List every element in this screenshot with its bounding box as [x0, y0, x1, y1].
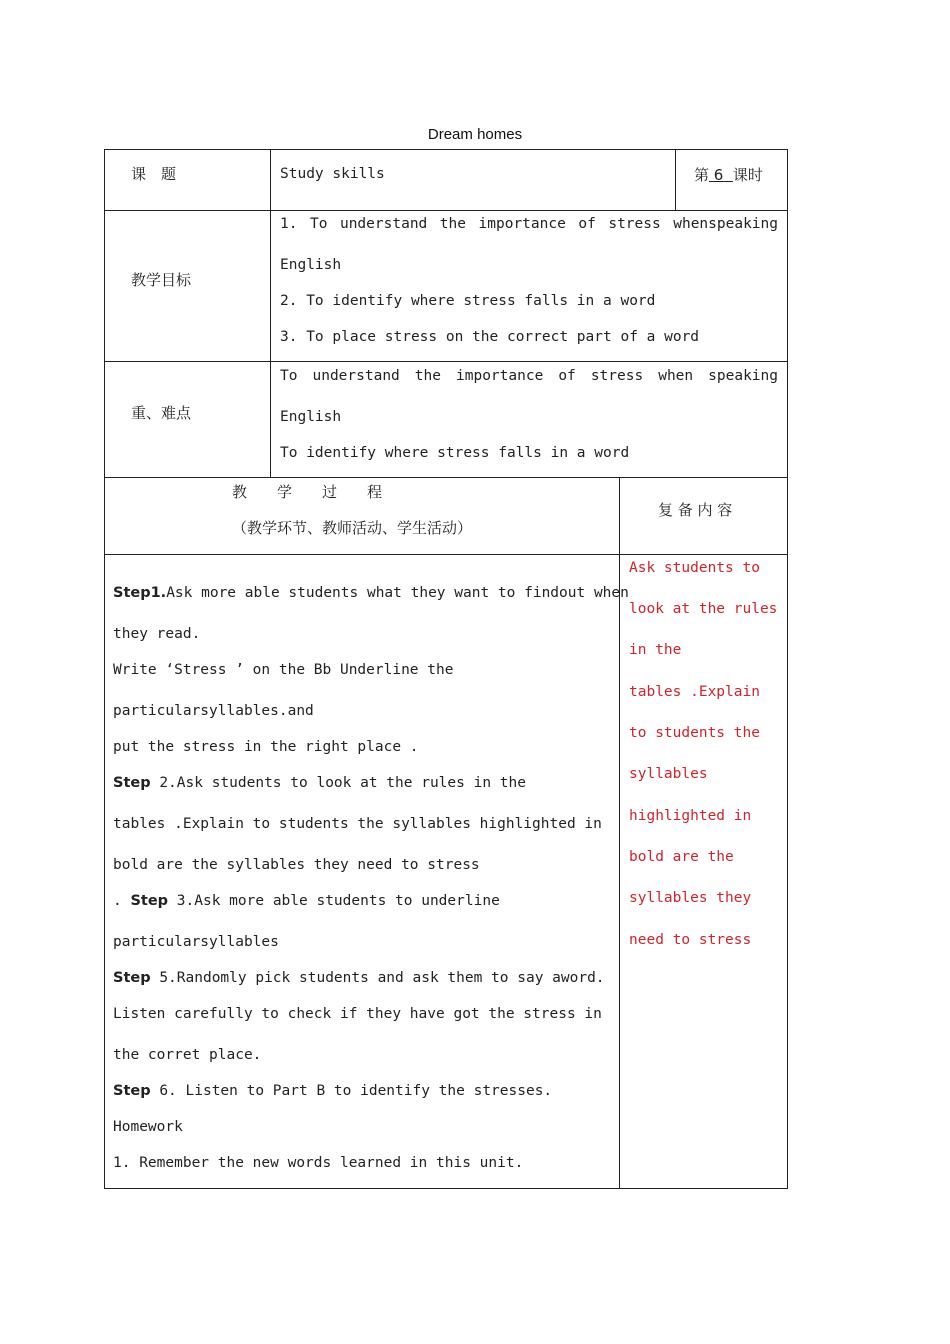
lesson-info-table — [104, 149, 788, 478]
homework-item-1: 1. Remember the new words learned in this unit. — [113, 1155, 524, 1171]
prep-note-line: look at the rules — [629, 601, 778, 617]
prep-note-line: Ask students to — [629, 560, 760, 576]
topic-value: Study skills — [280, 166, 385, 182]
bold-line: bold are the syllables they need to stress — [113, 857, 480, 873]
process-title: 教 学 过 程 — [232, 483, 383, 501]
prep-note-line: to students the — [629, 725, 760, 741]
step-3: . Step 3.Ask more able students to underline — [113, 893, 500, 909]
homework-heading: Homework — [113, 1119, 183, 1135]
particular-line-2: particularsyllables — [113, 934, 279, 950]
prep-content-title: 复 备 内 容 — [658, 501, 733, 519]
particular-line-1: particularsyllables.and — [113, 703, 314, 719]
divider — [104, 210, 788, 211]
put-stress-line: put the stress in the right place . — [113, 739, 419, 755]
lesson-suffix: 课时 — [732, 166, 763, 184]
prep-note-line: highlighted in — [629, 808, 752, 824]
prep-note-line: syllables they — [629, 890, 752, 906]
tables-line: tables .Explain to students the syllables highlighted in — [113, 816, 602, 832]
step-2: Step 2.Ask students to look at the rules in the — [113, 775, 526, 791]
document-title: Dream homes — [427, 126, 523, 143]
key-point-2: To identify where stress falls in a word — [280, 445, 630, 461]
prep-note-line: bold are the — [629, 849, 734, 865]
objective-3: 3. To place stress on the correct part of a word — [280, 329, 700, 345]
prep-note-line: syllables — [629, 766, 708, 782]
divider — [104, 361, 788, 362]
step-1: Step1.Ask more able students what they want to findout when — [113, 585, 629, 601]
key-points-label: 重、难点 — [131, 404, 192, 422]
step-6: Step 6. Listen to Part B to identify the stresses. — [113, 1083, 553, 1099]
key-point-1-cont: English — [280, 409, 342, 425]
write-line: Write ‘Stress ’ on the Bb Underline the — [113, 662, 454, 678]
process-subtitle: （教学环节、教师活动、学生活动） — [232, 519, 473, 537]
objective-1: 1. To understand the importance of stress whenspeaking — [280, 216, 778, 232]
prep-note-line: need to stress — [629, 932, 752, 948]
divider — [675, 149, 676, 211]
prep-note-line: tables .Explain — [629, 684, 760, 700]
objective-2: 2. To identify where stress falls in a word — [280, 293, 656, 309]
lesson-number: 6 — [713, 166, 724, 184]
corret-line: the corret place. — [113, 1047, 262, 1063]
topic-label: 课 题 — [131, 165, 177, 183]
lesson-prefix: 第 — [694, 166, 710, 184]
divider — [104, 554, 788, 555]
lesson-number-cell — [694, 166, 763, 184]
divider — [270, 149, 271, 478]
objective-1-cont: English — [280, 257, 342, 273]
key-point-1: To understand the importance of stress when speaking — [280, 368, 778, 384]
step-5: Step 5.Randomly pick students and ask them to say aword. — [113, 970, 605, 986]
step-1-cont: they read. — [113, 626, 201, 642]
listen-line: Listen carefully to check if they have got the stress in — [113, 1006, 602, 1022]
prep-note-line: in the — [629, 642, 682, 658]
objectives-label: 教学目标 — [131, 271, 192, 289]
